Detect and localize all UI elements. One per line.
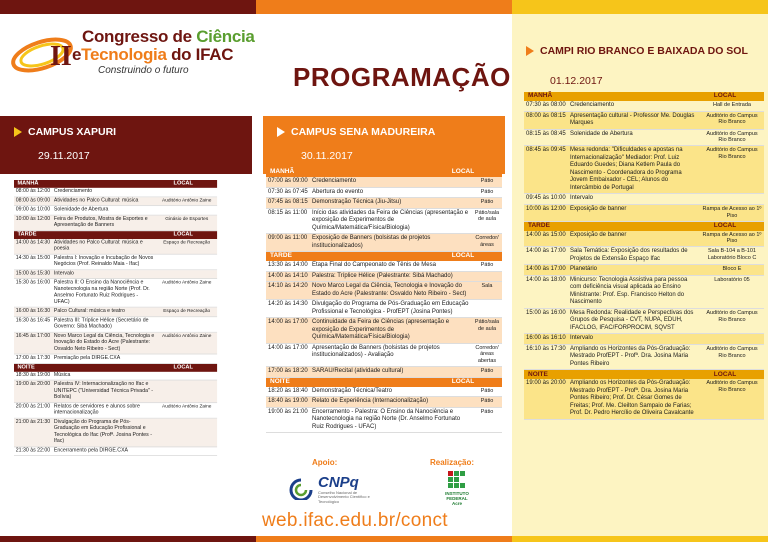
schedule-row xyxy=(14,206,217,215)
schedule-row xyxy=(524,205,764,222)
row-time: 14:00 às 15:00 xyxy=(526,231,566,238)
campus2-name: CAMPUS SENA MADUREIRA xyxy=(291,126,436,138)
row-location: Pátio xyxy=(480,387,494,394)
row-location: Auditório Antônio Zaine xyxy=(162,333,212,339)
schedule-row xyxy=(14,254,217,270)
schedule-row xyxy=(14,197,217,206)
ifac-wordmark: INSTITUTO FEDERAL Acre xyxy=(445,491,469,506)
row-time: 18:20 às 18:40 xyxy=(268,387,308,394)
event-url-link[interactable]: web.ifac.edu.br/conct xyxy=(262,510,448,531)
row-location xyxy=(156,371,217,373)
row-time: 16:10 às 17:30 xyxy=(526,345,566,352)
campus2-header xyxy=(263,116,505,174)
row-description: Encerramento pela DIRGE.CXA xyxy=(53,447,129,453)
orbit-logo-icon xyxy=(8,27,82,83)
row-description: Palestra III: Tríplice Hélice (Secretário de Governo: Sibá Machado) xyxy=(53,317,149,330)
row-time: 17:00 às 17:30 xyxy=(15,355,51,361)
section-local-label: LOCAL xyxy=(173,363,193,371)
section-local-label: LOCAL xyxy=(451,252,475,260)
row-time: 08:00 às 09:00 xyxy=(15,197,51,203)
row-location: Pátio xyxy=(480,368,494,375)
row-description: Credenciamento xyxy=(312,178,357,184)
schedule-row xyxy=(266,261,502,272)
row-description: Intervalo xyxy=(53,270,74,276)
row-time: 16:00 às 16:30 xyxy=(15,308,51,314)
schedule-row xyxy=(266,300,502,318)
row-description: Feira de Produtos, Mostra de Esportes e Apresentação de Banners xyxy=(53,216,148,228)
row-location xyxy=(156,254,217,256)
row-description: Ampliando os Horizontes da Pós-Graduação: Mestrado ProfEPT - Profª. Dra. Josina Maria Pontes Ribeiro; Prof. Dr. César Gomes de Freitas; Prof. Me. Cleilton Sampaio de Farias; Prof. Dr. Pedro Hercílio de Oliveira Cavalcante xyxy=(570,380,694,417)
row-location: Auditório do Campus Rio Branco xyxy=(706,130,758,144)
row-time: 10:00 às 12:00 xyxy=(526,205,566,212)
schedule-row xyxy=(524,334,764,345)
row-description: Palestra I: Inovação e Incubação de Novos Negócios (Prof. Reinaldo Maia - Ifac) xyxy=(53,255,154,267)
row-location xyxy=(472,300,502,302)
campus2-schedule xyxy=(266,168,502,433)
schedule-row xyxy=(14,317,217,333)
campus3-date: 01.12.2017 xyxy=(550,75,603,87)
row-time: 14:00 às 17:00 xyxy=(268,344,308,351)
row-time: 19:00 às 21:00 xyxy=(268,408,308,415)
schedule-row xyxy=(14,447,217,456)
schedule-row xyxy=(524,130,764,147)
support-label: Apoio: xyxy=(312,458,338,467)
section-label: NOITE xyxy=(270,378,290,386)
row-location xyxy=(156,206,217,208)
row-location: Corredor/áreas abertas xyxy=(475,344,499,365)
logo-line2: eTecnologia do IFAC xyxy=(72,45,234,64)
row-location: Laboratório 05 xyxy=(714,276,750,283)
ifac-logo xyxy=(440,470,472,510)
row-description: Mesa redonda: "Dificuldades e apostas na Internacionalização" Mediador: Prof. Luiz Eduardo Guedes; Diana Ketlem Paula do Nascimento - Coordenadora do Programa Jovem Embaixador - CEL; Alunos do Intercâmbio de Portugal xyxy=(570,147,683,191)
section-label: MANHÃ xyxy=(270,168,295,176)
row-description: Minicurso: Tecnologia Assistiva para pessoa com deficiência visual aplicada ao Ensino Ministrante: Prof. Esp. Francisco Helton do Nascimento xyxy=(570,276,688,306)
row-time: 13:30 às 14:00 xyxy=(268,262,308,268)
schedule-row xyxy=(14,279,217,308)
row-time: 14:10 às 14:20 xyxy=(268,283,308,289)
row-time: 14:00 às 14:30 xyxy=(15,239,51,245)
section-header xyxy=(524,370,764,379)
section-local-label: LOCAL xyxy=(173,231,193,238)
section-header xyxy=(14,231,217,239)
row-location: Auditório do Campus Rio Branco xyxy=(706,345,758,359)
schedule-row xyxy=(14,270,217,279)
schedule-row xyxy=(266,234,502,252)
row-time: 19:00 às 20:00 xyxy=(15,381,51,387)
row-description: Apresentação cultural - Professor Me. Douglas Marques xyxy=(570,112,695,126)
section-label: MANHÃ xyxy=(17,180,39,187)
arrow-icon xyxy=(14,127,22,137)
row-time: 14:00 às 17:00 xyxy=(526,248,566,255)
row-time: 09:00 às 10:00 xyxy=(15,206,51,213)
row-location: Espaço de Recreação xyxy=(163,308,211,314)
schedule-row xyxy=(524,345,764,371)
row-time: 14:30 às 15:00 xyxy=(15,255,51,261)
row-location: Auditório Antônio Zaine xyxy=(162,403,212,409)
section-local-label: LOCAL xyxy=(451,378,475,386)
row-location xyxy=(156,270,217,272)
section-label: MANHÃ xyxy=(528,92,553,100)
schedule-row xyxy=(266,367,502,378)
section-header xyxy=(524,92,764,101)
row-description: Início das atividades da Feira de Ciências (apresentação e exposição de Experimentos de Química/Matemática/Física/Biologia) xyxy=(312,209,469,231)
cnpq-wordmark: CNPq xyxy=(318,473,359,491)
row-description: Exposição de banner xyxy=(570,231,627,238)
section-label: TARDE xyxy=(270,252,292,260)
row-location: Pátio xyxy=(480,188,494,195)
row-location: Pátio/sala de aula xyxy=(474,209,500,223)
schedule-row xyxy=(14,403,217,419)
row-description: Exposição de banner xyxy=(570,205,627,212)
row-description: Música xyxy=(53,372,71,378)
campus2-date: 30.11.2017 xyxy=(301,150,353,162)
schedule-row xyxy=(524,146,764,194)
row-time: 08:15 às 08:45 xyxy=(526,130,566,137)
schedule-row xyxy=(266,198,502,209)
schedule-row xyxy=(14,418,217,447)
row-location: Rampa de Acesso ao 1º Piso xyxy=(702,231,762,245)
schedule-row xyxy=(266,177,502,188)
row-time: 21:30 às 22:00 xyxy=(15,447,51,453)
arrow-icon xyxy=(526,46,534,56)
schedule-row xyxy=(266,344,502,368)
row-location: Hall de Entrada xyxy=(713,102,751,108)
schedule-row xyxy=(524,101,764,112)
row-description: Continuidade da Feira de Ciências (apresentação e exposição de Experimentos de Química/Matemática/Física/Biologia) xyxy=(312,319,450,340)
row-description: Exposição de Banners (bolsistas de projetos institucionalizados) xyxy=(312,235,431,249)
row-location xyxy=(156,188,217,190)
row-description: Etapa Final do Campeonato de Tênis de Mesa xyxy=(312,262,436,268)
row-time: 08:00 às 12:00 xyxy=(15,188,51,194)
schedule-row xyxy=(14,380,217,402)
section-label: NOITE xyxy=(528,370,548,378)
row-time: 17:00 às 18:20 xyxy=(268,368,308,375)
row-description: Solenidade de Abertura xyxy=(570,130,633,137)
row-time: 16:00 às 16:10 xyxy=(526,335,566,342)
row-time: 07:45 às 08:15 xyxy=(268,199,308,205)
row-location: Sala xyxy=(481,283,493,289)
row-location xyxy=(156,354,217,356)
row-location: Pátio/sala de aula xyxy=(474,319,500,332)
schedule-row xyxy=(14,332,217,354)
schedule-row xyxy=(266,188,502,199)
row-description: Atividades no Palco Cultural: música xyxy=(53,197,139,203)
row-description: Apresentação de Banners (bolsistas de projetos institucionalizados) - Avaliação xyxy=(312,344,440,358)
row-location: Auditório Antônio Zaine xyxy=(162,197,212,203)
row-description: Planetário xyxy=(570,266,598,273)
row-location xyxy=(156,418,217,420)
row-location: Ginásio de Esportes xyxy=(165,216,209,222)
campus3-name: CAMPI RIO BRANCO E BAIXADA DO SOL xyxy=(540,45,748,57)
logo-line1: Congresso de Ciência xyxy=(82,27,255,46)
top-bar-yellow xyxy=(512,0,768,14)
section-local-label: LOCAL xyxy=(173,180,193,187)
row-description: Premiação pela DIRGE.CXA xyxy=(53,355,121,361)
section-header xyxy=(14,364,217,372)
schedule-row xyxy=(14,308,217,317)
row-description: Sala Temática: Exposição dos resultados de Projetos de Extensão Espaço Ifac xyxy=(570,248,688,262)
section-header xyxy=(524,222,764,231)
row-description: Atividades no Palco Cultural: música e poesia xyxy=(53,239,143,252)
row-location: Pátio xyxy=(480,178,494,184)
row-description: Encerramento - Palestra: O Ensino da Nanociência e Nanotecnologia na região Norte (Dr. Anselmo Fortunato Ruiz Rodrigues - UFAC) xyxy=(312,408,461,430)
schedule-row xyxy=(524,231,764,248)
row-location: Bloco E xyxy=(722,266,742,273)
row-description: Palestra II: O Ensino da Nanociência e Nanotecnologia na região Norte (Prof. Dr. Anselmo Fortunato Ruiz Rodrigues - UFAC) xyxy=(53,279,150,305)
row-description: Divulgação do Programa de Pós-Graduação em Educação Profissional e Tecnológica - ProfEPT (Josina Pontes) xyxy=(312,301,469,315)
row-time: 09:45 às 10:00 xyxy=(526,195,566,202)
row-description: SARAU/Recital (atividade cultural) xyxy=(312,368,404,375)
row-location: Auditório Antônio Zaine xyxy=(162,279,212,286)
schedule-row xyxy=(524,247,764,265)
row-description: Demonstração Técnica (Jiu-Jitsu) xyxy=(312,199,402,205)
row-description: Novo Marco Legal da Ciência, Tecnologia e Inovação do Estado do Acre (Palestrante: Osvaldo Neto Ribeiro - Sect) xyxy=(312,283,467,297)
row-location: Auditório do Campus Rio Branco xyxy=(706,147,758,161)
arrow-icon xyxy=(277,127,285,137)
schedule-row xyxy=(524,276,764,309)
section-local-label: LOCAL xyxy=(713,370,737,378)
row-location xyxy=(156,380,217,382)
row-time: 20:00 às 21:00 xyxy=(15,403,51,409)
campus3-schedule xyxy=(524,92,764,420)
page-title: PROGRAMAÇÃO xyxy=(293,62,511,92)
row-location: Pátio xyxy=(480,398,494,405)
row-time: 09:00 às 11:00 xyxy=(268,235,308,241)
row-time: 18:30 às 19:00 xyxy=(15,372,51,378)
footer-bar xyxy=(0,536,768,542)
section-header xyxy=(266,378,502,387)
row-description: Intervalo xyxy=(570,335,594,342)
row-time: 14:00 às 17:00 xyxy=(268,319,308,325)
row-description: Relatos de servidores e alunos sobre internacionalização xyxy=(53,403,140,416)
section-label: TARDE xyxy=(17,231,37,238)
schedule-row xyxy=(266,408,502,434)
row-description: Credenciamento xyxy=(570,102,615,108)
schedule-row xyxy=(266,318,502,344)
row-description: Intervalo xyxy=(570,195,594,202)
ifac-grid-icon xyxy=(440,470,472,492)
row-time: 07:00 às 09:00 xyxy=(268,178,308,184)
row-location xyxy=(156,317,217,319)
section-local-label: LOCAL xyxy=(451,168,475,176)
top-bar-brown xyxy=(0,0,256,14)
row-location: Pátio xyxy=(480,199,494,205)
row-time: 14:20 às 14:30 xyxy=(268,301,308,307)
section-local-label: LOCAL xyxy=(713,92,737,100)
row-location: Corredor/áreas xyxy=(475,235,499,248)
row-location: Rampa de Acesso ao 1º Piso xyxy=(702,205,762,219)
section-header xyxy=(266,252,502,261)
row-time: 08:15 às 11:00 xyxy=(268,209,308,216)
row-description: Novo Marco Legal da Ciência, Tecnologia e Inovação do Estado do Acre (Palestrante: Osvaldo Neto Ribeiro - Sect) xyxy=(53,333,155,352)
row-description: Abertura do evento xyxy=(312,188,364,195)
row-location xyxy=(472,272,502,274)
row-description: Palestra: Tríplice Hélice (Palestrante: Sibá Machado) xyxy=(312,272,453,279)
row-location xyxy=(700,194,764,196)
section-local-label: LOCAL xyxy=(713,221,737,229)
campus1-date: 29.11.2017 xyxy=(38,150,90,162)
schedule-row xyxy=(524,379,764,420)
row-location: Auditório do Campus Rio Branco xyxy=(706,309,758,323)
schedule-row xyxy=(14,188,217,197)
row-location: Auditório do Campus Rio Branco xyxy=(706,112,758,126)
schedule-row xyxy=(14,354,217,363)
schedule-row xyxy=(266,397,502,408)
schedule-row xyxy=(14,215,217,231)
row-location xyxy=(156,447,217,449)
schedule-row xyxy=(524,265,764,276)
schedule-row xyxy=(266,282,502,300)
row-location: Auditório do Campus Rio Branco xyxy=(706,380,758,394)
row-time: 18:40 às 19:00 xyxy=(268,398,308,405)
campus1-header xyxy=(0,116,252,174)
section-header xyxy=(14,180,217,188)
campus1-name: CAMPUS XAPURI xyxy=(28,126,117,138)
row-time: 08:00 às 08:15 xyxy=(526,112,566,119)
row-description: Mesa Redonda: Realidade e Perspectivas dos Grupos de Pesquisa - CVT, NUPA, EDUH, IFACLOG, IFAC/FORPROCIM, SQVST xyxy=(570,309,694,331)
row-description: Palestra IV: Internacionalização no Ifac e UNITEPC ("Universidad Técnica Privada" - Bolívia) xyxy=(53,381,154,400)
row-description: Ampliando os Horizontes da Pós-Graduação: Mestrado ProfEPT - Profª. Dra. Josina Maria Pontes Ribeiro xyxy=(570,345,691,367)
event-logo xyxy=(8,25,253,85)
row-time: 16:45 às 17:00 xyxy=(15,333,51,339)
campus1-schedule xyxy=(14,180,217,456)
row-time: 15:30 às 16:00 xyxy=(15,279,51,286)
schedule-row xyxy=(14,371,217,380)
row-time: 07:30 às 07:45 xyxy=(268,188,308,195)
schedule-row xyxy=(524,309,764,335)
section-label: TARDE xyxy=(528,221,550,229)
cnpq-subtitle: Conselho Nacional de Desenvolvimento Científico e Tecnológico xyxy=(318,489,370,504)
row-time: 21:00 às 21:30 xyxy=(15,419,51,425)
organizer-label: Realização: xyxy=(430,458,475,467)
logo-tagline: Construindo o futuro xyxy=(98,65,189,76)
cnpq-swirl-icon xyxy=(288,478,314,500)
row-location: Pátio xyxy=(480,408,494,415)
row-time: 16:30 às 16:45 xyxy=(15,317,51,323)
row-location: Espaço de Recreação xyxy=(163,239,211,245)
section-label: NOITE xyxy=(17,363,35,371)
schedule-row xyxy=(266,272,502,283)
row-time: 08:45 às 09:45 xyxy=(526,147,566,154)
row-description: Demonstração Técnica/Teatro xyxy=(312,387,392,394)
row-description: Credenciamento xyxy=(53,188,93,194)
campus3-header xyxy=(512,35,768,93)
row-time: 15:00 às 16:00 xyxy=(526,309,566,316)
row-description: Palco Cultural: música e teatro xyxy=(53,308,125,314)
row-time: 19:00 às 20:00 xyxy=(526,380,566,387)
row-location xyxy=(700,334,764,336)
row-time: 15:00 às 15:30 xyxy=(15,270,51,276)
row-description: Solenidade de Abertura xyxy=(53,206,109,213)
cnpq-logo xyxy=(288,474,398,504)
logo-roman-numeral: II xyxy=(50,41,72,72)
schedule-row xyxy=(524,194,764,205)
schedule-row xyxy=(524,112,764,130)
row-time: 14:00 às 14:10 xyxy=(268,272,308,279)
row-time: 10:00 às 12:00 xyxy=(15,216,51,222)
schedule-row xyxy=(266,387,502,398)
row-time: 14:00 às 17:00 xyxy=(526,266,566,273)
schedule-row xyxy=(14,239,217,255)
row-location: Pátio xyxy=(480,262,494,268)
schedule-row xyxy=(266,209,502,235)
row-location: Sala B-104 a B-101 Laboratório Bloco C xyxy=(707,248,757,262)
row-description: Divulgação do Programa de Pós-Graduação em Educação Profissional e Tecnológica do Ifac (Profª. Josina Pontes - Ifac) xyxy=(53,419,152,444)
row-time: 14:00 às 18:00 xyxy=(526,276,566,283)
row-time: 07:30 às 08:00 xyxy=(526,102,566,108)
top-bar-orange xyxy=(256,0,512,14)
row-description: Relato de Experiência (Internacionalização) xyxy=(312,398,429,405)
section-header xyxy=(266,168,502,177)
